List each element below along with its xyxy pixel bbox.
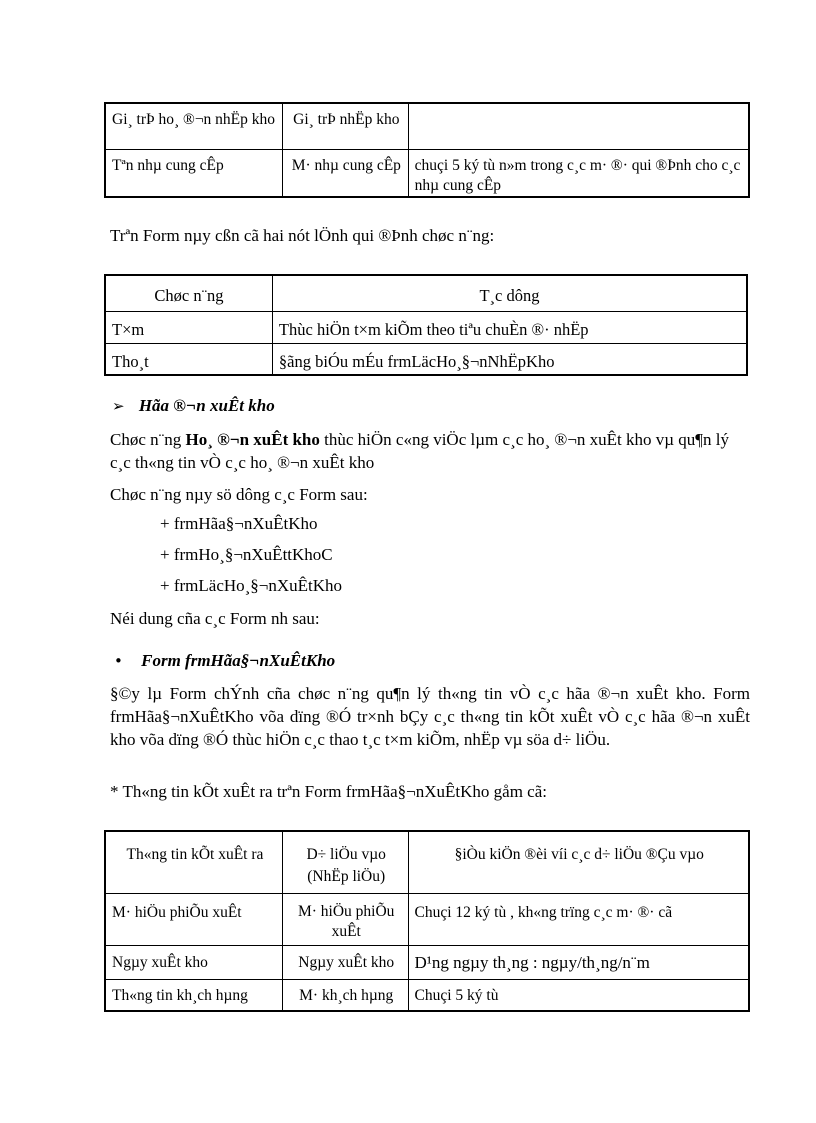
paragraph-forms-intro: Chøc n¨ng nµy sö dông c¸c Form sau: xyxy=(110,485,368,504)
table-header-row xyxy=(105,275,747,311)
paragraph-form-description: §©y lµ Form chÝnh cña chøc n¨ng qu¶n lý th«ng tin vÒ c¸c hãa ®¬n xuÊt kho. Form frmHãa§¬nXuÊtKho võa dïng ®Ó tr×nh bÇy c¸c th«ng tin kÕt xuÊt vÒ c¸c hãa ®¬n xuÊt kho võa dïng ®Ó thùc hiÖn c¸c thao t¸c t×m kiÕm, nhËp vµ söa d÷ liÖu. xyxy=(110,684,750,749)
table-output-info xyxy=(104,830,750,1012)
section-heading-invoice xyxy=(112,395,275,417)
table-cell: M· nhµ cung cÊp xyxy=(282,149,408,197)
section-title: Form frmHãa§¬nXuÊtKho xyxy=(141,651,336,670)
table-cell: Tho¸t xyxy=(105,343,272,375)
text-run: Chøc n¨ng xyxy=(110,430,186,449)
table-row xyxy=(105,149,749,197)
table-cell: Chuçi 12 ký tù , kh«ng trïng c¸c m· ®· cã xyxy=(408,893,749,945)
section-title: Hãa ®¬n xuÊt kho xyxy=(138,396,275,415)
table-row xyxy=(105,893,749,945)
table-cell: §ãng biÓu mÉu frmLäcHo¸§¬nNhËpKho xyxy=(272,343,747,375)
table-cell: Ngµy xuÊt kho xyxy=(105,945,282,979)
text-run: thùc hiÖn c«ng viÖc lµm c¸c ho¸ ®¬n xuÊt kho vµ qu¶n lý c¸c th«ng tin vÒ c¸c ho¸ ®¬n xuÊt kho xyxy=(110,430,729,472)
table-cell: D¹ng ngµy th¸ng : ngµy/th¸ng/n¨m xyxy=(408,945,749,979)
table-cell: Chuçi 5 ký tù xyxy=(408,979,749,1011)
list-item-form: + frmHãa§¬nXuÊtKho xyxy=(160,514,318,533)
text-run-bold: Ho¸ ®¬n xuÊt kho xyxy=(185,430,320,449)
table-row xyxy=(105,343,747,375)
table-row xyxy=(105,945,749,979)
table-header-cell: Th«ng tin kÕt xuÊt ra xyxy=(105,831,282,893)
table-cell: T×m xyxy=(105,311,272,343)
table-row xyxy=(105,979,749,1011)
table-cell: Gi¸ trÞ nhËp kho xyxy=(282,103,408,149)
table-row xyxy=(105,311,747,343)
table-header-cell: D÷ liÖu vµo (NhËp liÖu) xyxy=(282,831,408,893)
paragraph-buttons-intro: Trªn Form nµy cßn cã hai nót lÖnh qui ®Þnh chøc n¨ng: xyxy=(110,226,495,245)
table-cell: chuçi 5 ký tù n»m trong c¸c m· ®· qui ®Þnh cho c¸c nhµ cung cÊp xyxy=(408,149,749,197)
paragraph-function-desc xyxy=(110,428,750,474)
bullet-icon: • xyxy=(114,652,123,670)
table-cell xyxy=(408,103,749,149)
table-cell: M· kh¸ch hµng xyxy=(282,979,408,1011)
table-cell: Gi¸ trÞ ho¸ ®¬n nhËp kho xyxy=(105,103,282,149)
table-row xyxy=(105,103,749,149)
list-item-form: + frmLäcHo¸§¬nXuÊtKho xyxy=(160,576,343,595)
paragraph-output-intro: * Th«ng tin kÕt xuÊt ra trªn Form frmHãa§¬nXuÊtKho gåm cã: xyxy=(110,782,547,801)
table-cell: M· hiÖu phiÕu xuÊt xyxy=(105,893,282,945)
table-header-row xyxy=(105,831,749,893)
table-header-cell: Chøc n¨ng xyxy=(105,275,272,311)
table-functions xyxy=(104,274,748,376)
table-cell: Tªn nhµ cung cÊp xyxy=(105,149,282,197)
table-cell: Ngµy xuÊt kho xyxy=(282,945,408,979)
table-cell: Th«ng tin kh¸ch hµng xyxy=(105,979,282,1011)
table-top xyxy=(104,102,750,198)
table-header-cell: §iÒu kiÖn ®èi víi c¸c d÷ liÖu ®Çu vµo xyxy=(408,831,749,893)
table-header-cell: T¸c dông xyxy=(272,275,747,311)
arrow-bullet-icon: ➢ xyxy=(112,397,125,415)
table-cell: M· hiÖu phiÕu xuÊt xyxy=(282,893,408,945)
list-item-form: + frmHo¸§¬nXuÊttKhoC xyxy=(160,545,333,564)
paragraph-content-intro: Néi dung cña c¸c Form nh sau: xyxy=(110,609,320,628)
table-cell: Thùc hiÖn t×m kiÕm theo tiªu chuÈn ®· nhËp xyxy=(272,311,747,343)
section-heading-form xyxy=(114,650,335,672)
